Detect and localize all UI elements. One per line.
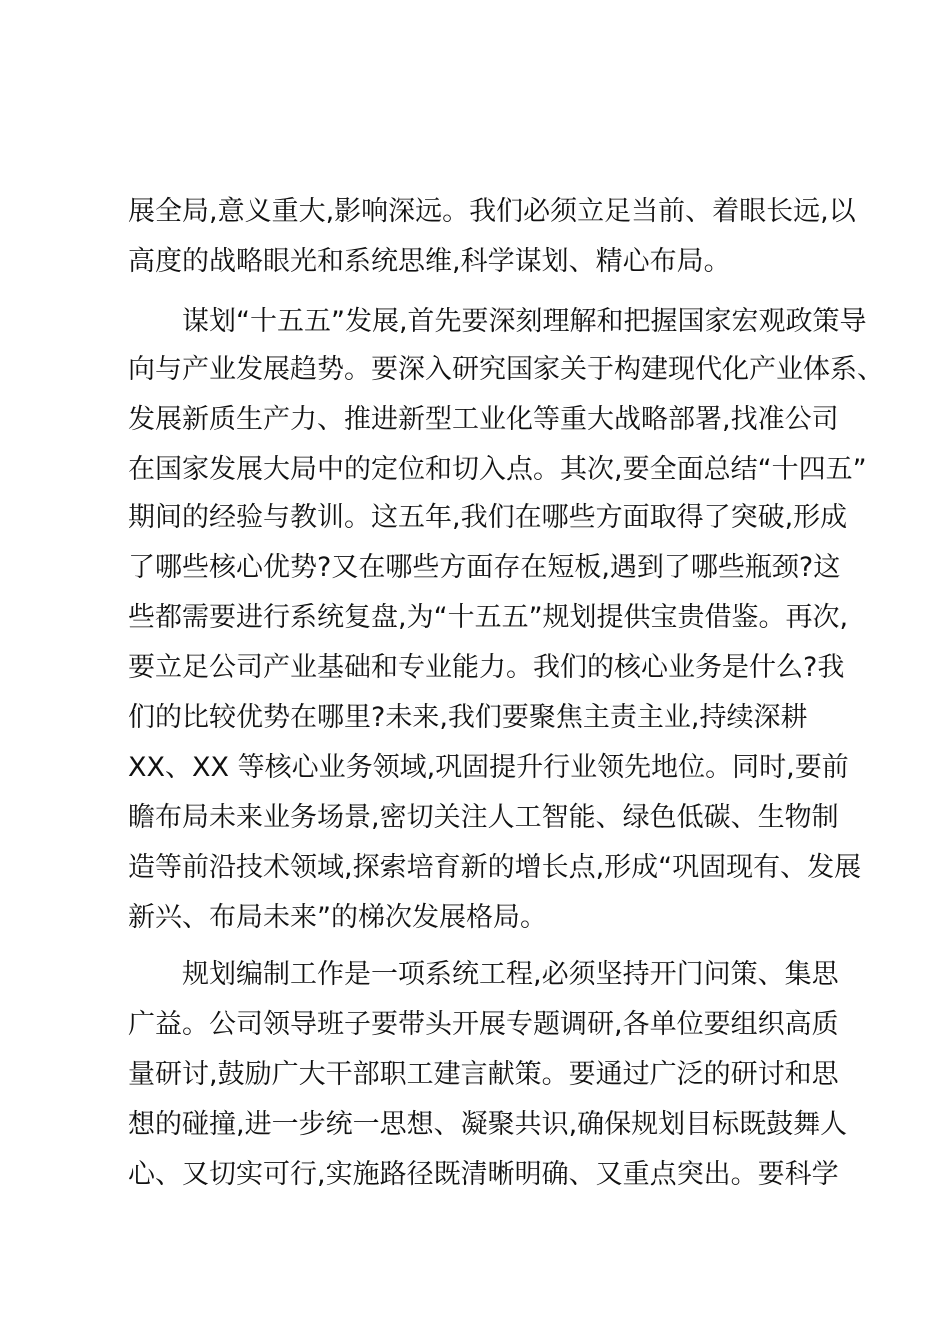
- text-line: 想的碰撞,进一步统一思想、凝聚共识,确保规划目标既鼓舞人: [128, 1109, 848, 1140]
- text-line: 新兴、布局未来”的梯次发展格局。: [128, 902, 547, 933]
- text-line: 们的比较优势在哪里?未来,我们要聚焦主责主业,持续深耕: [128, 702, 808, 733]
- text-line: 发展新质生产力、推进新型工业化等重大战略部署,找准公司: [128, 404, 839, 435]
- text-line: 了哪些核心优势?又在哪些方面存在短板,遇到了哪些瓶颈?这: [128, 552, 841, 583]
- text-line: XX、XX 等核心业务领域,巩固提升行业领先地位。同时,要前: [128, 752, 849, 783]
- text-line: 些都需要进行系统复盘,为“十五五”规划提供宝贵借鉴。再次,: [128, 602, 849, 633]
- text-line: 向与产业发展趋势。要深入研究国家关于构建现代化产业体系、: [128, 354, 884, 385]
- text-line: 在国家发展大局中的定位和切入点。其次,要全面总结“十四五”: [128, 454, 867, 485]
- text-line: 造等前沿技术领域,探索培育新的增长点,形成“巩固现有、发展: [128, 852, 862, 883]
- text-line: 高度的战略眼光和系统思维,科学谋划、精心布局。: [128, 246, 731, 277]
- text-line: 展全局,意义重大,影响深远。我们必须立足当前、着眼长远,以: [128, 196, 856, 227]
- text-line: 广益。公司领导班子要带头开展专题调研,各单位要组织高质: [128, 1009, 839, 1040]
- text-line: 期间的经验与教训。这五年,我们在哪些方面取得了突破,形成: [128, 502, 848, 533]
- text-line: 量研讨,鼓励广大干部职工建言献策。要通过广泛的研讨和思: [128, 1059, 839, 1090]
- text-line: 要立足公司产业基础和专业能力。我们的核心业务是什么?我: [128, 652, 845, 683]
- text-line: 规划编制工作是一项系统工程,必须坚持开门问策、集思: [182, 959, 839, 990]
- text-line: 谋划“十五五”发展,首先要深刻理解和把握国家宏观政策导: [182, 306, 867, 337]
- text-line: 瞻布局未来业务场景,密切关注人工智能、绿色低碳、生物制: [128, 802, 839, 833]
- text-line: 心、又切实可行,实施路径既清晰明确、又重点突出。要科学: [128, 1159, 839, 1190]
